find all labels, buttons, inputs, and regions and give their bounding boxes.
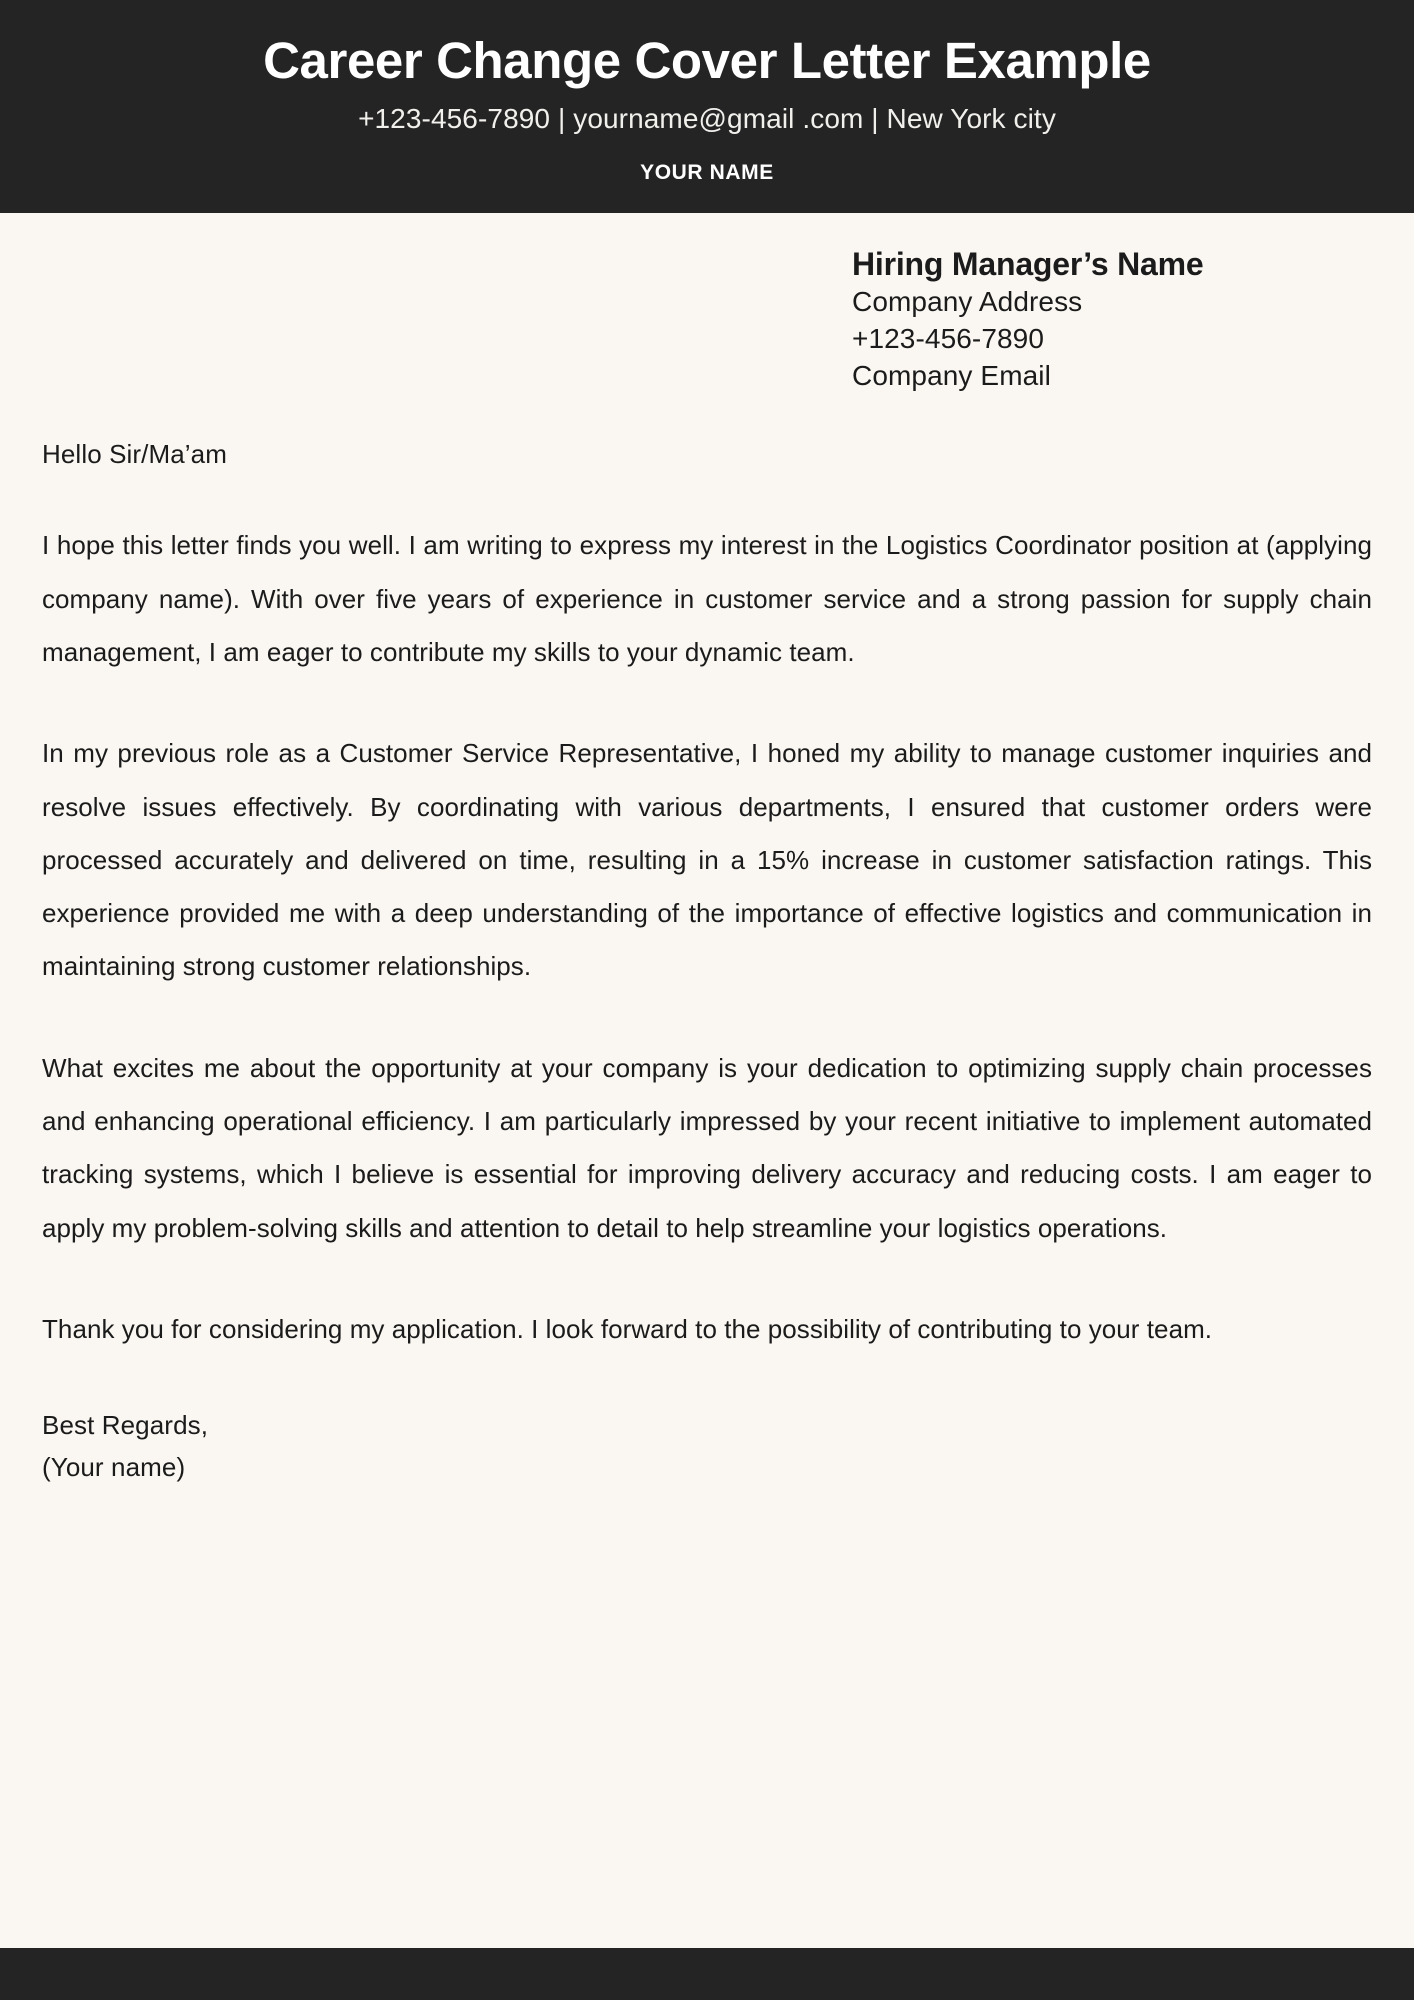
- letter-paragraph: What excites me about the opportunity at your company is your dedication to optimizing supply chain processes and enhancing operational efficiency. I am particularly impressed by your recent initiative to implement automated tracking systems, which I believe is essential for improving delivery accuracy and reducing costs. I am eager to apply my problem-solving skills and attention to detail to help streamline your logistics operations.: [42, 1052, 1372, 1243]
- sender-name: YOUR NAME: [640, 161, 774, 185]
- letter-body: [0, 213, 1414, 1948]
- document-header: [0, 0, 1414, 213]
- letter-paragraph: In my previous role as a Customer Service Representative, I honed my ability to manage customer inquiries and resolve issues effectively. By coordinating with various departments, I ensured that customer orders were processed accurately and delivered on time, resulting in a 15% increase in customer satisfaction ratings. This experience provided me with a deep understanding of the importance of effective logistics and communication in maintaining strong customer relationships.: [42, 738, 1372, 982]
- document-footer: [0, 1948, 1414, 2000]
- recipient-name: Hiring Manager’s Name: [852, 246, 1204, 282]
- signature-name: (Your name): [42, 1452, 186, 1483]
- recipient-email: Company Email: [852, 359, 1051, 391]
- recipient-block: [852, 213, 1372, 395]
- letter-paragraph: I hope this letter finds you well. I am writing to express my interest in the Logistics Coordinator position at (applying company name). With over five years of experience in customer service and a strong passion for supply chain management, I am eager to contribute my skills to your dynamic team.: [42, 530, 1372, 667]
- recipient-phone: +123-456-7890: [852, 322, 1045, 354]
- recipient-address: Company Address: [852, 285, 1083, 317]
- letter-paragraph: Thank you for considering my application. I look forward to the possibility of contributing to your team.: [42, 1313, 1213, 1344]
- page-title: Career Change Cover Letter Example: [263, 32, 1151, 89]
- closing-salutation: Best Regards,: [42, 1410, 209, 1441]
- sender-contact-line: +123-456-7890 | yourname@gmail .com | New York city: [358, 102, 1056, 134]
- letter-signoff: [42, 1404, 1372, 1488]
- letter-greeting: Hello Sir/Ma’am: [42, 438, 227, 469]
